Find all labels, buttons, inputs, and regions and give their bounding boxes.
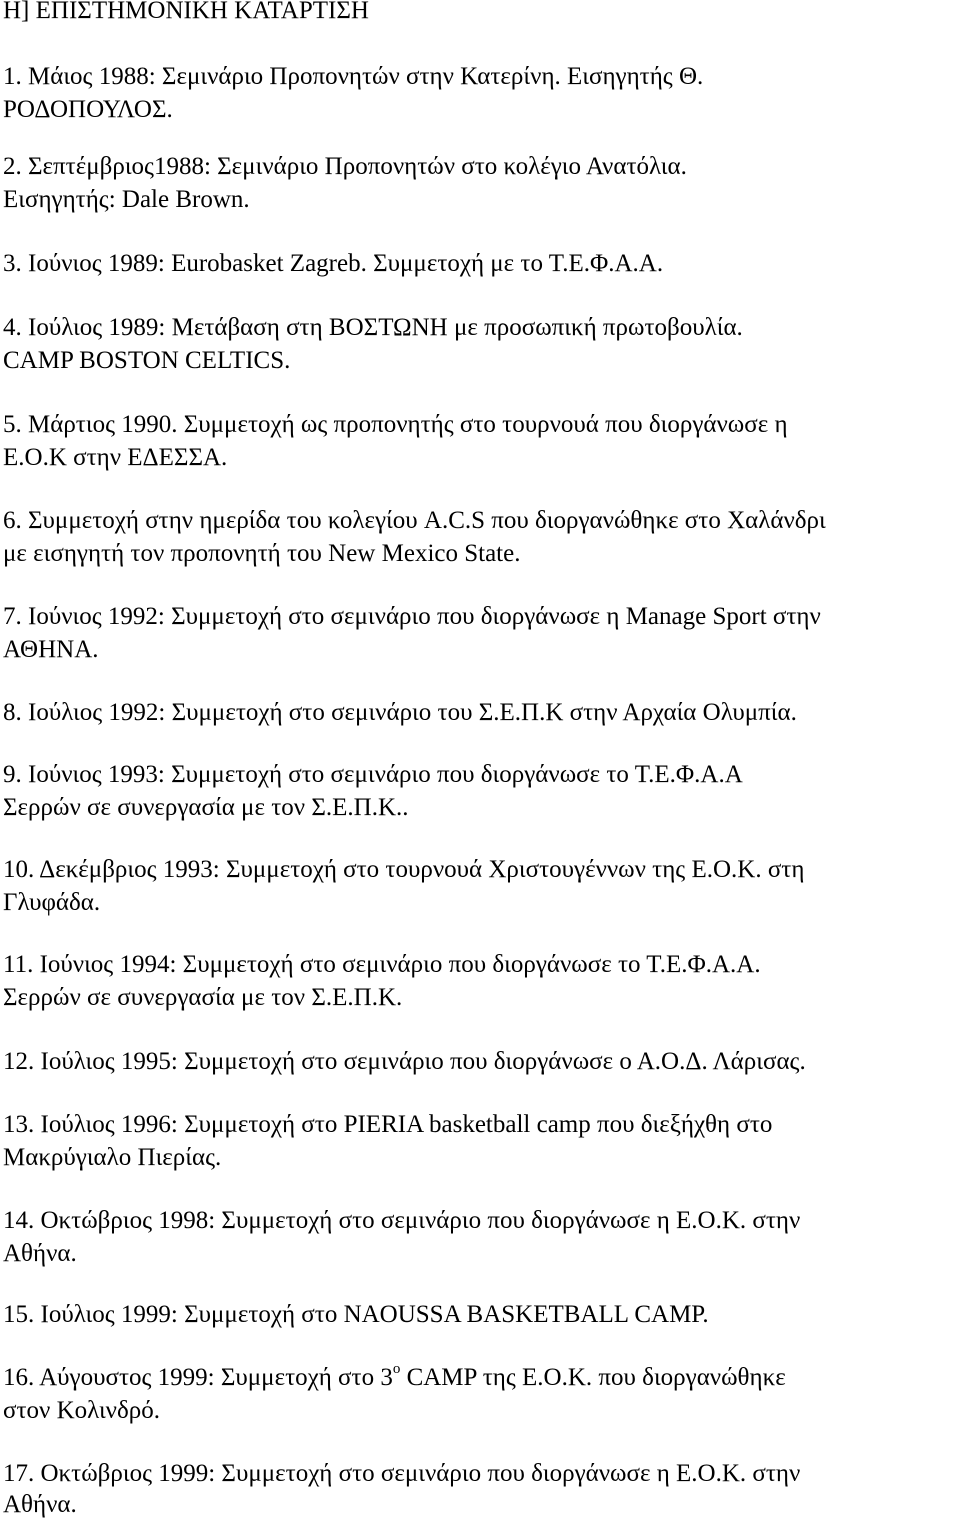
item-line: ΑΘΗΝΑ. bbox=[3, 636, 99, 663]
item-line: 3. Ιούνιος 1989: Eurobasket Zagreb. Συμμετοχή με το Τ.Ε.Φ.Α.Α. bbox=[3, 250, 664, 277]
item-line: 8. Ιούλιος 1992: Συμμετοχή στο σεμινάριο του Σ.Ε.Π.Κ στην Αρχαία Ολυμπία. bbox=[3, 699, 797, 726]
item-line: 9. Ιούνιος 1993: Συμμετοχή στο σεμινάριο που διοργάνωσε το Τ.Ε.Φ.Α.Α bbox=[3, 761, 743, 788]
item-line: Αθήνα. bbox=[3, 1240, 77, 1267]
item-line: Αθήνα. bbox=[3, 1491, 77, 1518]
item-line: 2. Σεπτέμβριος1988: Σεμινάριο Προπονητών στο κολέγιο Ανατόλια. bbox=[3, 153, 687, 180]
item-line: Ε.Ο.Κ στην ΕΔΕΣΣΑ. bbox=[3, 444, 228, 471]
item-line: CAMP BOSTON CELTICS. bbox=[3, 347, 291, 374]
item-line: Μακρύγιαλο Πιερίας. bbox=[3, 1144, 222, 1171]
item-text-before: 16. Αύγουστος 1999: Συμμετοχή στο 3 bbox=[3, 1364, 393, 1391]
item-line: 5. Μάρτιος 1990. Συμμετοχή ως προπονητής στο τουρνουά που διοργάνωσε η bbox=[3, 411, 788, 438]
item-line: 12. Ιούλιος 1995: Συμμετοχή στο σεμινάριο που διοργάνωσε ο Α.Ο.Δ. Λάρισας. bbox=[3, 1048, 806, 1075]
item-line: με εισηγητή τον προπονητή του New Mexico State. bbox=[3, 540, 521, 567]
item-line: 4. Ιούλιος 1989: Μετάβαση στη ΒΟΣΤΩΝΗ με προσωπική πρωτοβουλία. bbox=[3, 314, 743, 341]
item-line: 17. Οκτώβριος 1999: Συμμετοχή στο σεμινάριο που διοργάνωσε η Ε.Ο.Κ. στην bbox=[3, 1460, 801, 1487]
section-heading: Η] ΕΠΙΣΤΗΜΟΝΙΚΗ ΚΑΤΑΡΤΙΣΗ bbox=[3, 0, 369, 24]
item-line: 10. Δεκέμβριος 1993: Συμμετοχή στο τουρνουά Χριστουγέννων της Ε.Ο.Κ. στη bbox=[3, 856, 805, 883]
item-line: 15. Ιούλιος 1999: Συμμετοχή στο NAOUSSA BASKETBALL CAMP. bbox=[3, 1301, 709, 1328]
item-line: 7. Ιούνιος 1992: Συμμετοχή στο σεμινάριο που διοργάνωσε η Manage Sport στην bbox=[3, 603, 821, 630]
item-line: Γλυφάδα. bbox=[3, 889, 101, 916]
item-line: 14. Οκτώβριος 1998: Συμμετοχή στο σεμινάριο που διοργάνωσε η Ε.Ο.Κ. στην bbox=[3, 1207, 801, 1234]
item-line: 11. Ιούνιος 1994: Συμμετοχή στο σεμινάριο που διοργάνωσε το Τ.Ε.Φ.Α.Α. bbox=[3, 951, 761, 978]
item-line: 1. Μάιος 1988: Σεμινάριο Προπονητών στην Κατερίνη. Εισηγητής Θ. bbox=[3, 63, 704, 90]
item-line: στον Κολινδρό. bbox=[3, 1397, 160, 1424]
item-line: 6. Συμμετοχή στην ημερίδα του κολεγίου A.C.S που διοργανώθηκε στο Χαλάνδρι bbox=[3, 507, 826, 534]
item-line: ΡΟΔΟΠΟΥΛΟΣ. bbox=[3, 96, 173, 123]
item-line: Εισηγητής: Dale Brown. bbox=[3, 186, 250, 213]
item-text-after: CAMP της Ε.Ο.Κ. που διοργανώθηκε bbox=[400, 1364, 786, 1391]
item-line: Σερρών σε συνεργασία με τον Σ.Ε.Π.Κ. bbox=[3, 984, 403, 1011]
item-line bbox=[3, 1363, 786, 1393]
item-line: 13. Ιούλιος 1996: Συμμετοχή στο PIERIA basketball camp που διεξήχθη στο bbox=[3, 1111, 773, 1138]
item-line: Σερρών σε συνεργασία με τον Σ.Ε.Π.Κ.. bbox=[3, 794, 409, 821]
ordinal-superscript: ο bbox=[392, 1361, 401, 1377]
